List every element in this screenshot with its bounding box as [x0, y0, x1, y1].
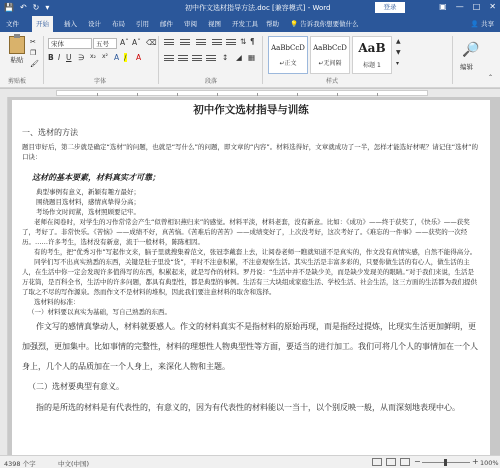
quick-access-toolbar	[4, 3, 49, 12]
numbering-icon[interactable]	[180, 39, 190, 47]
ruler-tick	[297, 93, 298, 96]
style-sample: AaBbCcD	[313, 44, 347, 52]
text-effects-icon[interactable]: A	[114, 53, 120, 62]
document-page[interactable]	[12, 100, 490, 455]
title-bar	[0, 0, 500, 16]
ribbon-tabs	[0, 16, 500, 32]
language-indicator[interactable]: 中文(中国)	[58, 460, 90, 468]
zoom-level[interactable]: 100%	[480, 459, 499, 467]
justify-icon[interactable]	[206, 55, 216, 63]
zoom-slider-thumb[interactable]	[444, 459, 447, 466]
verse-line: 围绕题目选材料，感情真挚得分高；	[36, 198, 140, 206]
tab-design[interactable]: 设计	[88, 20, 101, 28]
font-group-label: 字体	[94, 78, 107, 85]
paragraph: 有的考生，把“优秀习作”写起作文来，脑子里就搜集着范文，张冠李戴套上去，让阅卷老师一瞧就知道不是真实的，作文没有真情实感，自然不能得高分。	[34, 248, 477, 256]
redo-icon[interactable]: ↻	[32, 3, 40, 12]
tab-insert[interactable]: 插入	[64, 20, 77, 28]
style-sample: AaBbCcD	[271, 44, 305, 52]
subheading: （一）材料要以真实为基础，写自己熟悉的东西。	[28, 308, 171, 316]
print-layout-icon[interactable]	[386, 458, 396, 466]
find-icon[interactable]: 🔎	[462, 42, 480, 58]
document-title: 初中作文选材指导与训练	[193, 104, 309, 116]
style-name: ↵正文	[279, 60, 297, 67]
show-marks-icon[interactable]: ¶	[250, 37, 255, 46]
customize-icon[interactable]: ▾	[45, 3, 50, 12]
maximize-icon[interactable]: □	[472, 2, 481, 11]
paste-icon	[9, 36, 25, 54]
font-color-icon[interactable]: A	[136, 53, 142, 62]
styles-more-icon[interactable]: ▾	[396, 60, 400, 67]
divider	[262, 36, 263, 84]
paragraph: 指的是所选的材料是有代表性的，有意义的，因为有代表性的材料能以一当十，以个别反映一般，从而深刻地表现中心。	[36, 403, 460, 412]
tab-layout[interactable]: 布局	[112, 20, 125, 28]
minimize-icon[interactable]: —	[455, 2, 464, 11]
clear-format-icon[interactable]: ⌫	[146, 38, 157, 47]
share-label: 共享	[481, 20, 494, 28]
font-size-select[interactable]: 五号	[93, 38, 117, 49]
font-name-select[interactable]: 宋体	[48, 38, 92, 49]
undo-icon[interactable]: ↶	[19, 3, 27, 12]
line-spacing-icon[interactable]: ↕	[222, 53, 229, 62]
paragraph: 同学们写不出真实熟悉的东西，关键是肚子里没“货”，平时不注意积累，不注意观察生活。其实生活是丰富多彩的，只要你做生活的有心人，做生活的主人，在生活中你一定会发现许多值得写的东西，积累起来，就是写作的材料。罗丹说：“生活中并不是缺少美，而是缺少发现美的眼睛。”对于我们来说，生活是万花筒，是百科全书，生活中的许多问题，都具有典型性，都是典型的事例。生活有三大块组成家庭生活、学校生活、社会生活，这三方面的生活都为我们提供了取之不尽的写作源泉。然而作文不是材料的堆积，因此我们要注意材料的取舍和选择。	[22, 258, 477, 296]
view-buttons	[372, 458, 410, 466]
superscript-icon[interactable]: x²	[102, 53, 108, 60]
window-title: 初中作文选材指导方法.doc [兼容模式] - Word	[185, 4, 331, 12]
align-center-icon[interactable]	[178, 55, 188, 63]
paragraph-group-label: 段落	[205, 78, 218, 85]
align-right-icon[interactable]	[192, 55, 202, 63]
zoom-out-icon[interactable]: −	[414, 457, 421, 466]
tab-home[interactable]: 开始	[32, 16, 53, 32]
styles-group-label: 样式	[326, 78, 339, 85]
ruler-tick	[137, 93, 138, 96]
format-painter-icon[interactable]: 🖌	[30, 60, 39, 68]
ruler-tick	[177, 93, 178, 96]
tab-references[interactable]: 引用	[136, 20, 149, 28]
paragraph: 老师在阅卷时，对学生的习作常常会产生“似曾相识燕归来”的感觉。材料平淡，材料老套，没有新意。比如：《成功》——终于获奖了，《快乐》——获奖了，考好了。非常快乐。《苦恼》——成绩不好，真苦恼。《苦难后的苦苦》——成绩变好了，上次没考好，这次考好了。《难忘的一件事》——获奖的一次经历。……许多考生，选材没有新意，流于一般材料，陈陈相因。	[22, 218, 470, 246]
style-sample: AaB	[358, 41, 386, 55]
share-button[interactable]: 👤 共享	[470, 20, 494, 28]
tab-file[interactable]: 文件	[6, 20, 19, 28]
clipboard-group-label: 剪贴板	[8, 78, 27, 85]
bold-icon[interactable]: B	[48, 53, 54, 62]
tab-help[interactable]: 帮助	[266, 20, 279, 28]
ruler-tick	[337, 93, 338, 96]
paste-label: 粘贴	[10, 56, 24, 64]
tell-me-label: 告诉我你想要做什么	[300, 20, 359, 28]
editing-label[interactable]: 编辑	[460, 63, 473, 71]
zoom-in-icon[interactable]: +	[472, 457, 479, 466]
borders-icon[interactable]: ▦	[248, 53, 256, 62]
style-heading-1[interactable]	[352, 36, 392, 74]
styles-scroll-up-icon[interactable]: ▲	[396, 38, 401, 45]
highlight-icon[interactable]: ∕	[124, 53, 127, 62]
divider	[452, 36, 453, 84]
bullets-icon[interactable]	[164, 39, 174, 47]
ruler-tick	[257, 93, 258, 96]
paragraph: 作文写的感情真挚动人，材料就要感人。作文的材料真实不是指材料的原始再现，而是指经过提炼，比现实生活更加鲜明，更加强烈，更加集中。比如事情的完整性，材料的理想性人物典型性等方面，要适当的进行加工。我们可将几个人的事情加在一个人身上，几个人的品质加在一个人身上，来深化人物和主题。	[22, 322, 478, 371]
paragraph: 选材料的标准：	[34, 298, 80, 306]
ruler-tick	[217, 93, 218, 96]
word-count[interactable]: 4398 个字	[4, 460, 36, 468]
vertical-ruler[interactable]	[0, 97, 8, 455]
subheading: （二）选材要典型有意义。	[28, 382, 124, 391]
status-bar	[0, 455, 500, 468]
paragraph: 题目审好后，第二步就是确定“选材”的问题，也就是“写什么”的问题，即文章的“内容”。材料选得好，文章就成功了一半，怎样才能选好材呢？请记住“选材”的口诀：	[22, 143, 478, 161]
shading-icon[interactable]: ◢	[236, 53, 242, 62]
ruler-tick	[97, 93, 98, 96]
divider	[43, 36, 44, 84]
sort-icon[interactable]: ⇅	[240, 37, 247, 46]
save-icon[interactable]: 💾	[4, 3, 14, 12]
ruler-tick	[377, 93, 378, 96]
styles-scroll-down-icon[interactable]: ▼	[396, 49, 401, 56]
handwritten-line: 这材的基本要素，材料真实才可靠；	[32, 172, 160, 182]
close-icon[interactable]: ✕	[489, 2, 496, 11]
ribbon-home	[0, 32, 500, 88]
tab-view[interactable]: 视图	[208, 20, 221, 28]
italic-icon[interactable]: I	[58, 53, 61, 62]
tab-review[interactable]: 审阅	[184, 20, 197, 28]
web-layout-icon[interactable]	[400, 458, 410, 466]
horizontal-ruler[interactable]	[0, 89, 500, 97]
cut-icon[interactable]: ✂	[30, 38, 36, 46]
window-controls	[439, 2, 496, 11]
style-normal[interactable]	[268, 36, 308, 74]
multilevel-list-icon[interactable]	[196, 39, 206, 47]
verse-line: 典型事例有意义，新颖有趣方最好；	[36, 188, 140, 196]
login-button[interactable]: 登录	[375, 2, 405, 13]
increase-indent-icon[interactable]	[226, 39, 236, 47]
align-left-icon[interactable]	[164, 55, 174, 63]
shrink-font-icon[interactable]: Aˇ	[132, 38, 141, 47]
decrease-indent-icon[interactable]	[212, 39, 222, 47]
grow-font-icon[interactable]: Aˆ	[120, 38, 129, 47]
ruler-track	[56, 90, 428, 96]
ribbon-display-icon[interactable]: ▣	[439, 2, 447, 11]
style-no-spacing[interactable]	[310, 36, 350, 74]
style-name: ↵无间隔	[318, 60, 342, 67]
subscript-icon[interactable]: x₂	[90, 53, 96, 60]
collapse-ribbon-icon[interactable]: ⌃	[488, 74, 494, 81]
tell-me-search[interactable]: 💡 告诉我你想要做什么	[290, 20, 359, 28]
section-heading: 一、选材的方法	[22, 128, 78, 137]
strikethrough-icon[interactable]: ∋	[78, 53, 85, 62]
verse-line: 考场作文时间紧，选材照顾要记牢。	[36, 208, 140, 216]
read-mode-icon[interactable]	[372, 458, 382, 466]
divider	[158, 36, 159, 84]
paste-button[interactable]	[6, 36, 28, 66]
tab-developer[interactable]: 开发工具	[232, 20, 258, 28]
style-name: 标题 1	[363, 62, 381, 69]
underline-icon[interactable]: U	[66, 53, 72, 62]
tab-mailings[interactable]: 邮件	[160, 20, 173, 28]
copy-icon[interactable]: ❐	[30, 49, 37, 57]
